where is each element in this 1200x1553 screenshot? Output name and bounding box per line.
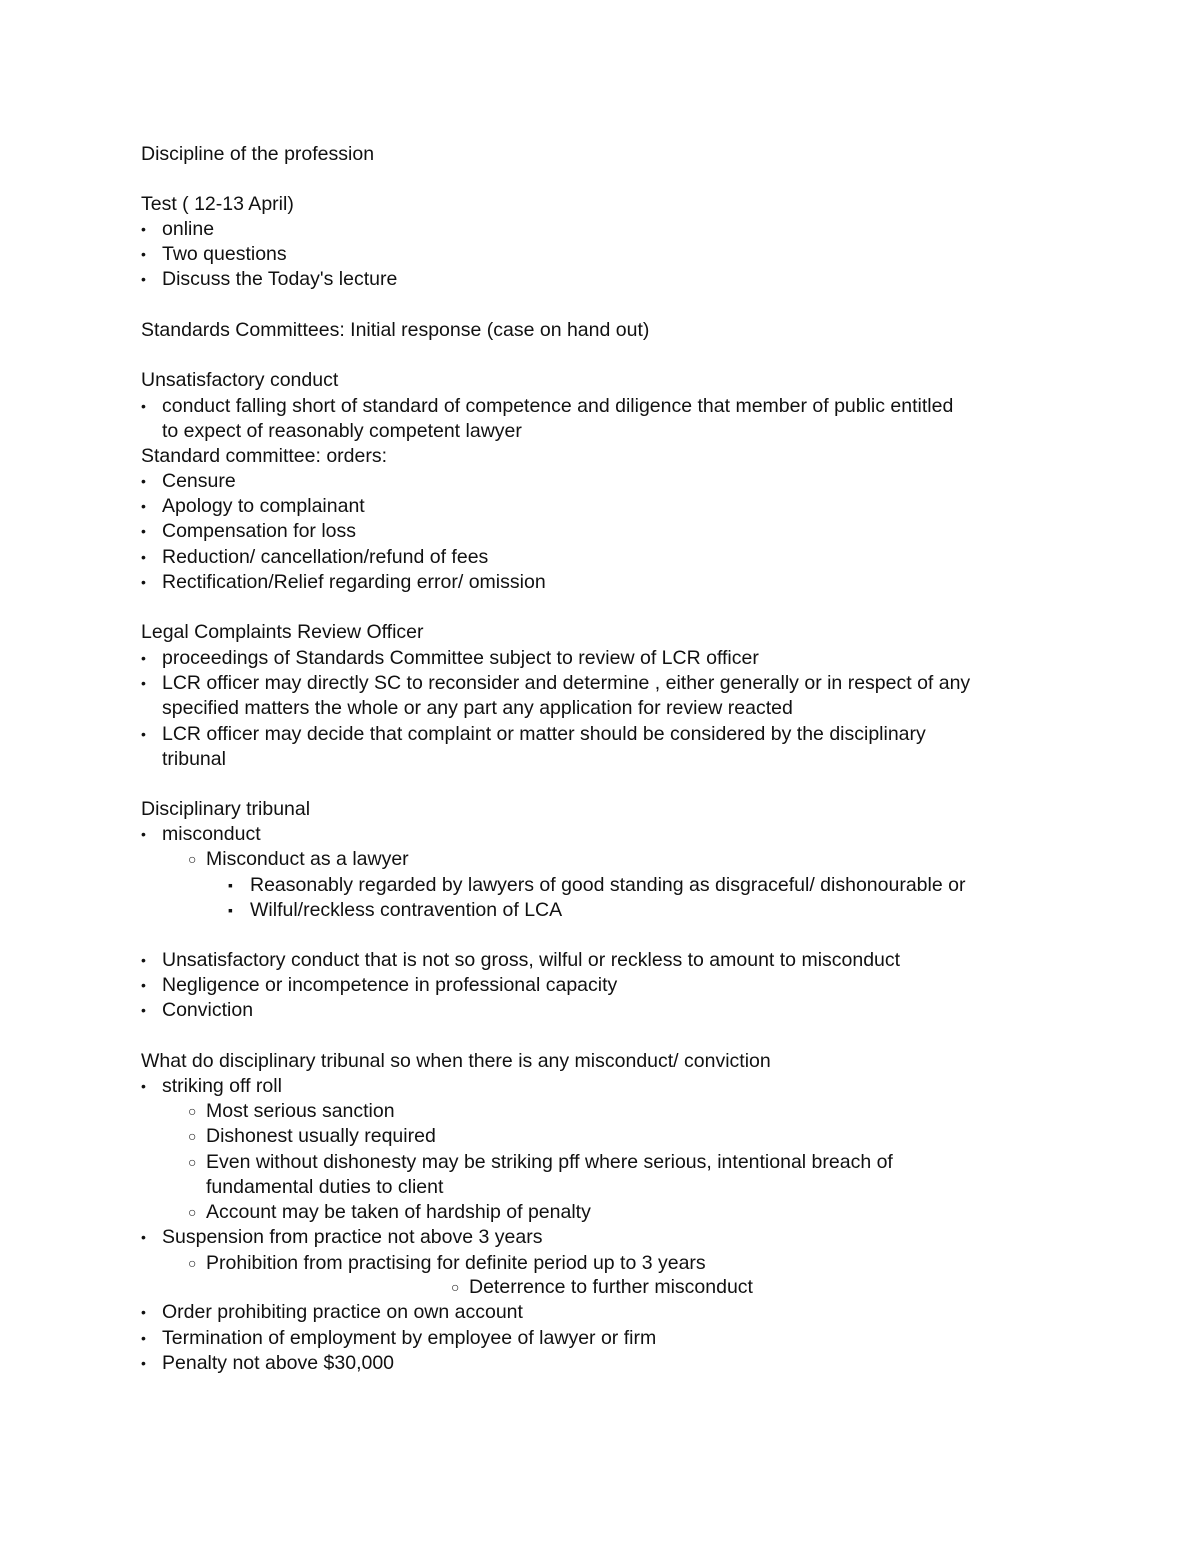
unsatisfactory-heading: Unsatisfactory conduct (141, 369, 339, 391)
document-title: Discipline of the profession (141, 143, 375, 165)
circle-bullet-icon: ○ (451, 1279, 460, 1295)
bullet-icon: • (141, 549, 146, 565)
square-bullet-icon: ▪ (228, 902, 233, 918)
circle-bullet-icon: ○ (188, 1255, 197, 1271)
circle-bullet-icon: ○ (188, 1103, 197, 1119)
bullet-icon: • (141, 952, 146, 968)
circle-bullet-icon: ○ (188, 1128, 197, 1144)
bullet-icon: • (141, 523, 146, 539)
bullet-icon: • (141, 1002, 146, 1018)
bullet-icon: • (141, 498, 146, 514)
circle-bullet-icon: ○ (188, 851, 197, 867)
bullet-icon: • (141, 1355, 146, 1371)
tribunal-heading: Disciplinary tribunal (141, 798, 311, 820)
test-heading: Test ( 12-13 April) (141, 193, 294, 215)
bullet-icon: • (141, 1078, 146, 1094)
bullet-icon: • (141, 271, 146, 287)
bullet-icon: • (141, 574, 146, 590)
bullet-icon: • (141, 650, 146, 666)
orders-heading: Standard committee: orders: (141, 445, 388, 467)
bullet-icon: • (141, 1304, 146, 1320)
circle-bullet-icon: ○ (188, 1154, 197, 1170)
bullet-icon: • (141, 977, 146, 993)
bullet-icon: • (141, 246, 146, 262)
document-page: Discipline of the profession Test ( 12-13 April) • online • Two questions • Discuss the Today's lecture Standards Committees: Initial response (case on hand out) Unsatisfactory conduct • conduct falling short of standard of competence and diligence that member of public entitled to expect of reasonably competent lawyer Standard committee: orders: • Censure • Apology to complainant • Compensation for loss • Reduction/ cancellation/refund of fees • Rectification/Relief regarding error/ omission Legal Complaints Review Officer • proceedings of Standards Committee subject to review of LCR officer • LCR officer may directly SC to reconsider and determine , either generally or in respect of any specified matters the whole or any part any application for review reacted • LCR officer may decide that complaint or matter should be considered by the disciplinary tribunal Disciplinary tribunal • misconduct ○ Misconduct as a lawyer ▪ Reasonably regarded by lawyers of good standing as disgraceful/ dishonourable or ▪ Wilful/reckless contravention of LCA • Unsatisfactory conduct that is not so gross, wilful or reckless to amount to misconduct • Negligence or incompetence in professional capacity • Conviction What do disciplinary tribunal so when there is any misconduct/ conviction • striking off roll ○ Most serious sanction ○ Dishonest usually required ○ Even without dishonesty may be striking pff where serious, intentional breach of fundamental duties to client ○ Account may be taken of hardship of penalty • Suspension from practice not above 3 years ○ Prohibition from practising for definite period up to 3 years ○ Deterrence to further misconduct • Order prohibiting practice on own account • Termination of employment by employee of lawyer or firm • Penalty not above $30,000 (141, 143, 971, 1374)
bullet-icon: • (141, 398, 146, 414)
bullet-icon: • (141, 1330, 146, 1346)
bullet-icon: • (141, 726, 146, 742)
circle-bullet-icon: ○ (188, 1204, 197, 1220)
bullet-icon: • (141, 473, 146, 489)
lcro-heading: Legal Complaints Review Officer (141, 621, 424, 643)
bullet-icon: • (141, 221, 146, 237)
list-item-continuation: fundamental duties to client (206, 1176, 444, 1198)
list-item-continuation: to expect of reasonably competent lawyer (162, 420, 522, 442)
square-bullet-icon: ▪ (228, 877, 233, 893)
standards-committees-heading: Standards Committees: Initial response (case on hand out) (141, 319, 650, 341)
bullet-icon: • (141, 826, 146, 842)
what-do-heading: What do disciplinary tribunal so when there is any misconduct/ conviction (141, 1050, 771, 1072)
bullet-icon: • (141, 675, 146, 691)
bullet-icon: • (141, 1229, 146, 1245)
list-item-continuation: tribunal (162, 748, 226, 770)
list-item-continuation: specified matters the whole or any part any application for review reacted (162, 697, 793, 719)
